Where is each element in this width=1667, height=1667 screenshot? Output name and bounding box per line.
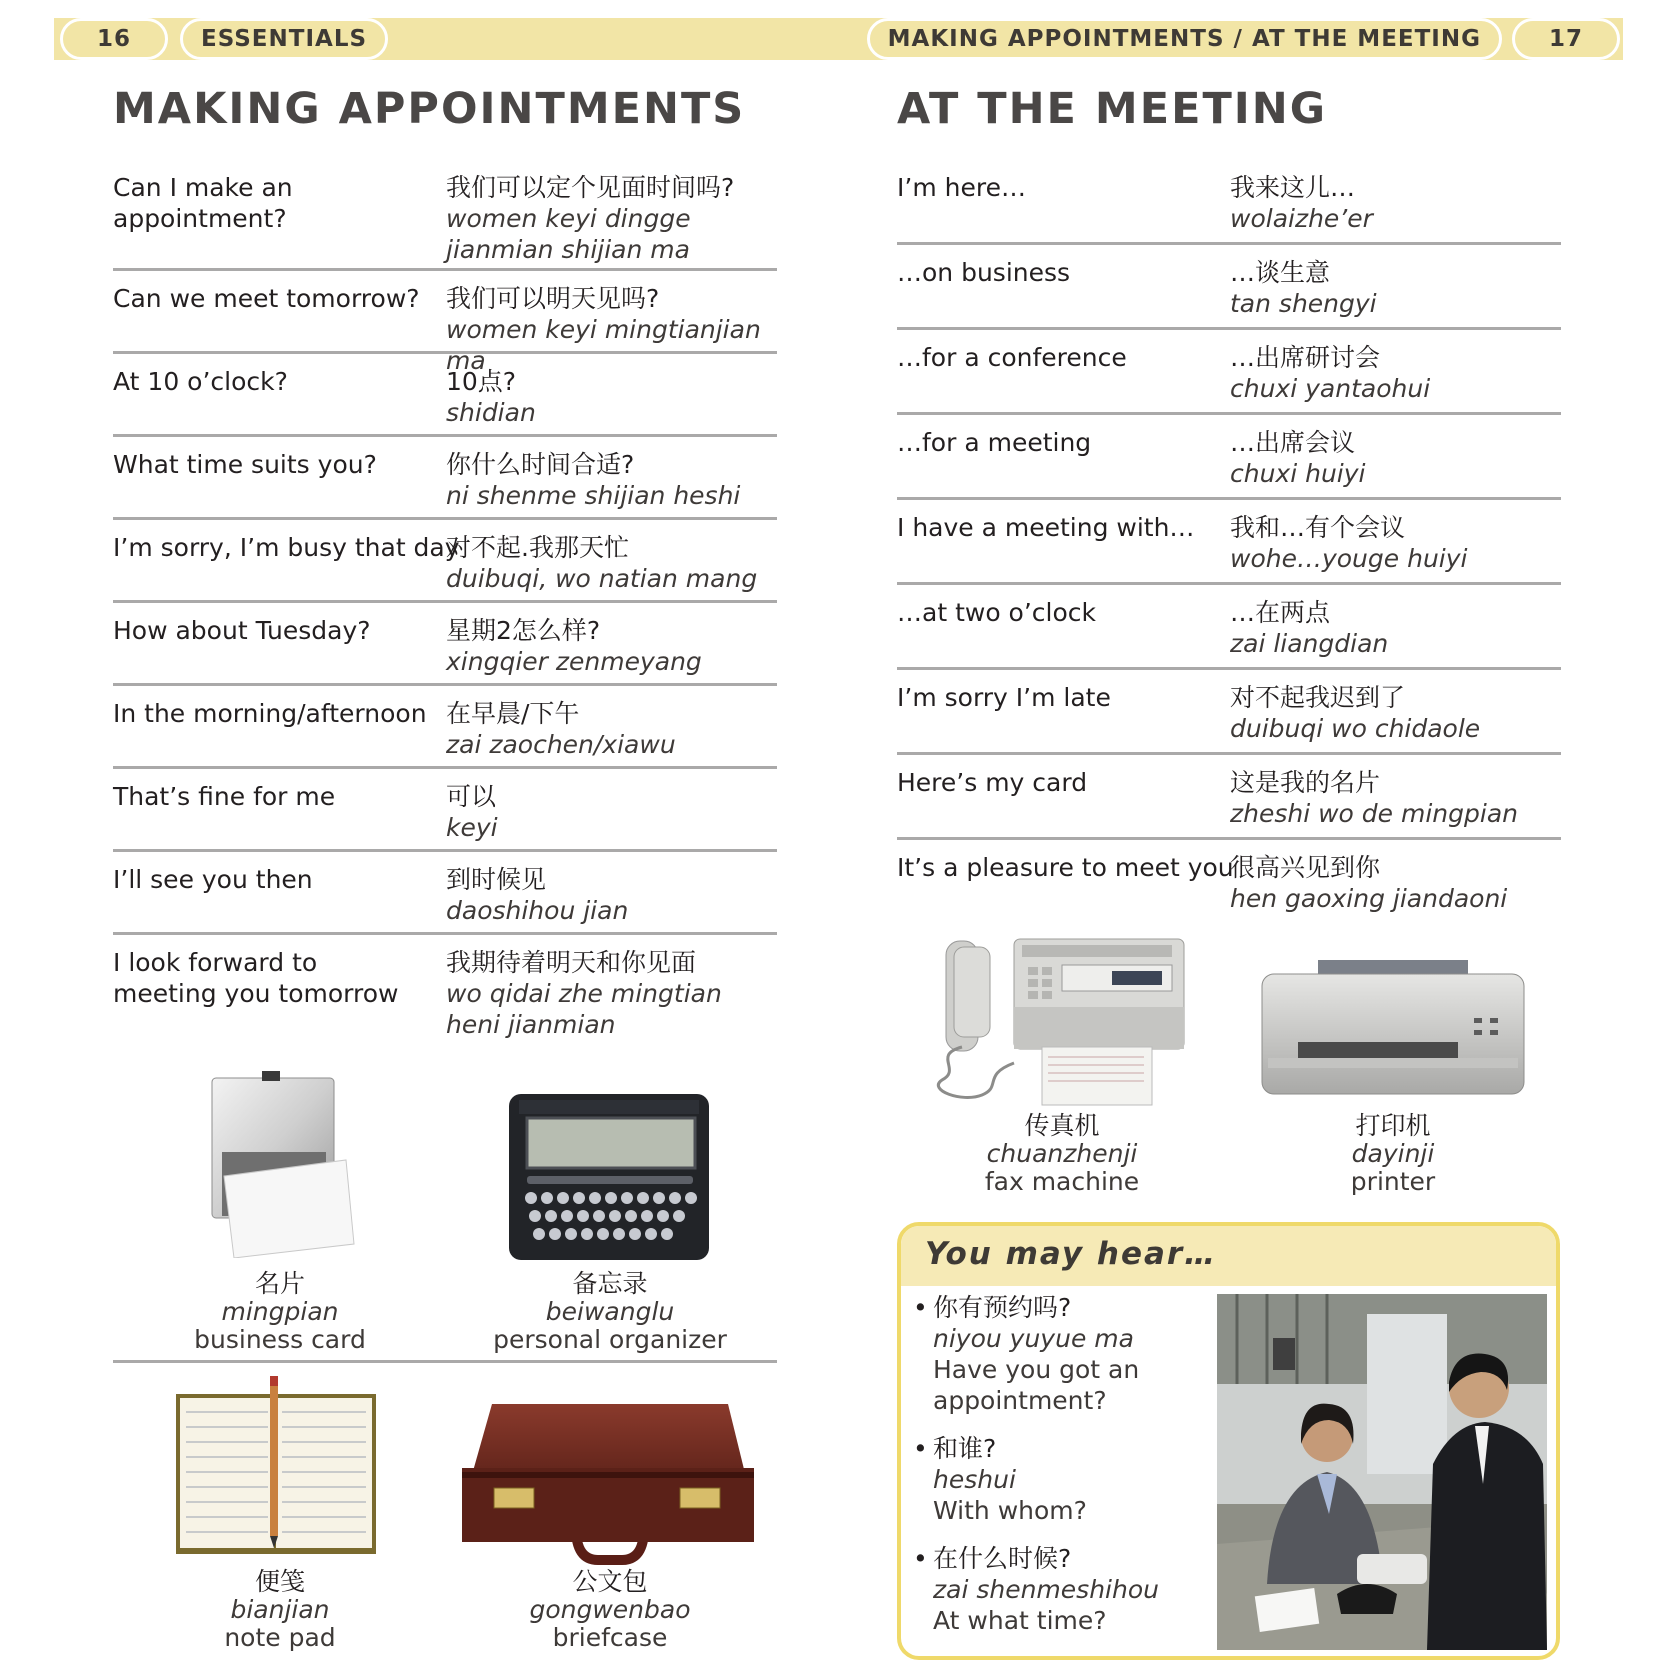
phrase-pinyin: zheshi wo de mingpian bbox=[1230, 799, 1518, 828]
phrase-chinese: 我和…有个会议 bbox=[1230, 513, 1406, 542]
phrase-chinese-block bbox=[446, 449, 776, 511]
item-chinese: 便笺 bbox=[254, 1567, 305, 1596]
phrase-english: I’m sorry I’m late bbox=[897, 683, 1111, 712]
phrase-chinese-block bbox=[446, 947, 776, 1040]
phrase-pinyin: zai liangdian bbox=[1230, 629, 1389, 658]
phrase-chinese-block bbox=[446, 864, 776, 926]
phrase-row bbox=[113, 354, 777, 437]
briefcase-icon bbox=[458, 1400, 758, 1570]
item-chinese: 名片 bbox=[254, 1269, 305, 1298]
item-caption bbox=[1293, 1112, 1493, 1196]
item-chinese: 打印机 bbox=[1355, 1111, 1431, 1140]
item-pinyin: chuanzhenji bbox=[986, 1139, 1138, 1168]
phrase-pinyin: ni shenme shijian heshi bbox=[446, 481, 741, 510]
item-english: business card bbox=[194, 1325, 366, 1354]
phrase-chinese-block bbox=[1230, 852, 1560, 914]
item-english: briefcase bbox=[552, 1623, 668, 1652]
phrase-pinyin: wohe…youge huiyi bbox=[1230, 544, 1468, 573]
phrase-pinyin: daoshihou jian bbox=[446, 896, 629, 925]
phrase-row bbox=[897, 500, 1561, 585]
phrase-chinese-block bbox=[1230, 257, 1560, 319]
making-phrase-table bbox=[113, 160, 777, 1046]
right-section-label: MAKING APPOINTMENTS / AT THE MEETING bbox=[867, 18, 1502, 60]
item-caption bbox=[480, 1270, 740, 1354]
phrase-row bbox=[897, 415, 1561, 500]
phrase-row bbox=[897, 585, 1561, 670]
list-item bbox=[909, 1543, 1209, 1636]
reception-desk-photo bbox=[1217, 1294, 1547, 1650]
phrase-english: I’m sorry, I’m busy that day bbox=[113, 533, 460, 562]
phrase-chinese: 我期待着明天和你见面 bbox=[446, 948, 697, 977]
phrase-english: I’m here… bbox=[897, 173, 1026, 202]
page-title-at-the-meeting: AT THE MEETING bbox=[897, 84, 1328, 134]
item-english: note pad bbox=[224, 1623, 336, 1652]
phrase-chinese-block bbox=[446, 532, 776, 594]
phrase-chinese-block bbox=[446, 781, 776, 843]
phrase-row bbox=[113, 520, 777, 603]
hear-pinyin: zai shenmeshihou bbox=[933, 1575, 1159, 1604]
phrase-pinyin: wo qidai zhe mingtian heni jianmian bbox=[446, 979, 722, 1039]
phrase-english: In the morning/afternoon bbox=[113, 699, 427, 728]
organizer-icon bbox=[505, 1090, 715, 1265]
phrase-chinese: 很高兴见到你 bbox=[1230, 853, 1381, 882]
item-pinyin: dayinji bbox=[1351, 1139, 1435, 1168]
hear-pinyin: niyou yuyue ma bbox=[933, 1324, 1134, 1353]
phrase-english: Can I make an appointment? bbox=[113, 173, 293, 233]
phrase-chinese-block bbox=[446, 698, 776, 760]
hear-english: With whom? bbox=[933, 1496, 1087, 1525]
hear-pinyin: heshui bbox=[933, 1465, 1016, 1494]
item-caption bbox=[180, 1568, 380, 1652]
bullet-icon: • bbox=[913, 1544, 928, 1573]
printer-icon bbox=[1258, 960, 1528, 1110]
phrase-row bbox=[113, 852, 777, 935]
phrase-chinese: 这是我的名片 bbox=[1230, 768, 1381, 797]
phrase-pinyin: women keyi dingge jianmian shijian ma bbox=[446, 204, 691, 264]
phrase-english: …on business bbox=[897, 258, 1071, 287]
phrase-chinese: 10点? bbox=[446, 367, 517, 396]
phrase-chinese-block bbox=[1230, 767, 1560, 829]
hear-english: Have you got an appointment? bbox=[933, 1355, 1140, 1415]
phrase-row bbox=[113, 686, 777, 769]
phrase-chinese: 你什么时间合适? bbox=[446, 450, 635, 479]
item-pinyin: beiwanglu bbox=[545, 1297, 675, 1326]
phrase-chinese: 在早晨/下午 bbox=[446, 699, 580, 728]
item-english: personal organizer bbox=[493, 1325, 727, 1354]
phrase-english: I look forward to meeting you tomorrow bbox=[113, 948, 399, 1008]
phrase-english: At 10 o’clock? bbox=[113, 367, 288, 396]
phrase-english: …for a conference bbox=[897, 343, 1127, 372]
hear-english: At what time? bbox=[933, 1606, 1107, 1635]
phrase-chinese: 我们可以定个见面时间吗? bbox=[446, 173, 735, 202]
item-chinese: 传真机 bbox=[1024, 1111, 1100, 1140]
notepad-icon bbox=[170, 1372, 382, 1562]
you-may-hear-box bbox=[897, 1222, 1560, 1660]
phrase-chinese-block bbox=[1230, 342, 1560, 404]
section-divider bbox=[113, 1360, 777, 1363]
phrase-row bbox=[113, 769, 777, 852]
phrase-chinese-block bbox=[1230, 682, 1560, 744]
item-pinyin: bianjian bbox=[230, 1595, 330, 1624]
phrase-row bbox=[113, 603, 777, 686]
phrase-chinese: 我来这儿… bbox=[1230, 173, 1356, 202]
phrase-row bbox=[897, 330, 1561, 415]
meeting-phrase-table bbox=[897, 160, 1561, 925]
phrase-chinese: …出席研讨会 bbox=[1230, 343, 1381, 372]
phrase-english: How about Tuesday? bbox=[113, 616, 371, 645]
phrase-chinese-block bbox=[446, 615, 776, 677]
business-card-icon bbox=[200, 1068, 360, 1258]
phrase-pinyin: shidian bbox=[446, 398, 536, 427]
phrase-row bbox=[897, 755, 1561, 840]
item-caption bbox=[962, 1112, 1162, 1196]
fax-machine-icon bbox=[932, 935, 1192, 1110]
phrase-english: Can we meet tomorrow? bbox=[113, 284, 420, 313]
phrase-chinese-block bbox=[446, 172, 776, 265]
phrase-pinyin: chuxi yantaohui bbox=[1230, 374, 1431, 403]
phrase-pinyin: tan shengyi bbox=[1230, 289, 1377, 318]
phrase-pinyin: hen gaoxing jiandaoni bbox=[1230, 884, 1508, 913]
phrase-english: What time suits you? bbox=[113, 450, 377, 479]
phrase-row bbox=[897, 245, 1561, 330]
list-item bbox=[909, 1433, 1209, 1526]
phrase-row bbox=[897, 840, 1561, 925]
phrase-pinyin: zai zaochen/xiawu bbox=[446, 730, 676, 759]
phrase-row bbox=[113, 271, 777, 375]
phrase-english: It’s a pleasure to meet you bbox=[897, 853, 1234, 882]
phrase-row bbox=[897, 160, 1561, 245]
phrase-chinese: 对不起.我那天忙 bbox=[446, 533, 629, 562]
phrase-chinese-block bbox=[1230, 427, 1560, 489]
phrase-pinyin: women keyi mingtianjian ma bbox=[446, 315, 761, 375]
item-english: fax machine bbox=[984, 1167, 1140, 1196]
phrase-pinyin: duibuqi wo chidaole bbox=[1230, 714, 1481, 743]
hear-chinese: 你有预约吗? bbox=[933, 1293, 1072, 1322]
phrase-row bbox=[897, 670, 1561, 755]
phrase-row bbox=[113, 935, 777, 1046]
phrase-chinese-block bbox=[1230, 172, 1560, 234]
phrase-chinese: …谈生意 bbox=[1230, 258, 1331, 287]
hear-chinese: 和谁? bbox=[933, 1434, 997, 1463]
phrase-english: That’s fine for me bbox=[113, 782, 336, 811]
phrase-chinese: …出席会议 bbox=[1230, 428, 1356, 457]
you-may-hear-list bbox=[909, 1292, 1209, 1653]
item-caption bbox=[180, 1270, 380, 1354]
left-page-number: 16 bbox=[60, 18, 168, 60]
phrase-chinese: 我们可以明天见吗? bbox=[446, 284, 660, 313]
phrase-chinese-block bbox=[446, 366, 776, 428]
list-item bbox=[909, 1292, 1209, 1416]
phrase-english: …at two o’clock bbox=[897, 598, 1097, 627]
bullet-icon: • bbox=[913, 1293, 928, 1322]
right-page-number: 17 bbox=[1512, 18, 1620, 60]
page-title-making-appointments: MAKING APPOINTMENTS bbox=[113, 84, 746, 134]
phrase-chinese: 可以 bbox=[446, 782, 497, 811]
item-pinyin: mingpian bbox=[221, 1297, 339, 1326]
phrase-chinese: 到时候见 bbox=[446, 865, 547, 894]
phrase-english: Here’s my card bbox=[897, 768, 1088, 797]
phrase-row bbox=[113, 160, 777, 271]
phrase-chinese: 对不起我迟到了 bbox=[1230, 683, 1406, 712]
item-chinese: 备忘录 bbox=[572, 1269, 648, 1298]
phrase-row bbox=[113, 437, 777, 520]
phrase-english: …for a meeting bbox=[897, 428, 1092, 457]
phrase-pinyin: duibuqi, wo natian mang bbox=[446, 564, 758, 593]
item-english: printer bbox=[1350, 1167, 1436, 1196]
phrase-chinese: …在两点 bbox=[1230, 598, 1331, 627]
bullet-icon: • bbox=[913, 1434, 928, 1463]
item-chinese: 公文包 bbox=[572, 1567, 648, 1596]
phrase-pinyin: xingqier zenmeyang bbox=[446, 647, 702, 676]
hear-chinese: 在什么时候? bbox=[933, 1544, 1072, 1573]
left-section-label: ESSENTIALS bbox=[180, 18, 388, 60]
item-pinyin: gongwenbao bbox=[529, 1595, 691, 1624]
phrase-english: I have a meeting with… bbox=[897, 513, 1195, 542]
phrase-pinyin: wolaizhe’er bbox=[1230, 204, 1373, 233]
phrase-pinyin: keyi bbox=[446, 813, 498, 842]
item-caption bbox=[500, 1568, 720, 1652]
you-may-hear-title: You may hear… bbox=[901, 1226, 1556, 1286]
phrase-english: I’ll see you then bbox=[113, 865, 313, 894]
phrase-pinyin: chuxi huiyi bbox=[1230, 459, 1366, 488]
phrase-chinese-block bbox=[1230, 597, 1560, 659]
phrase-chinese-block bbox=[1230, 512, 1560, 574]
phrase-chinese: 星期2怎么样? bbox=[446, 616, 601, 645]
